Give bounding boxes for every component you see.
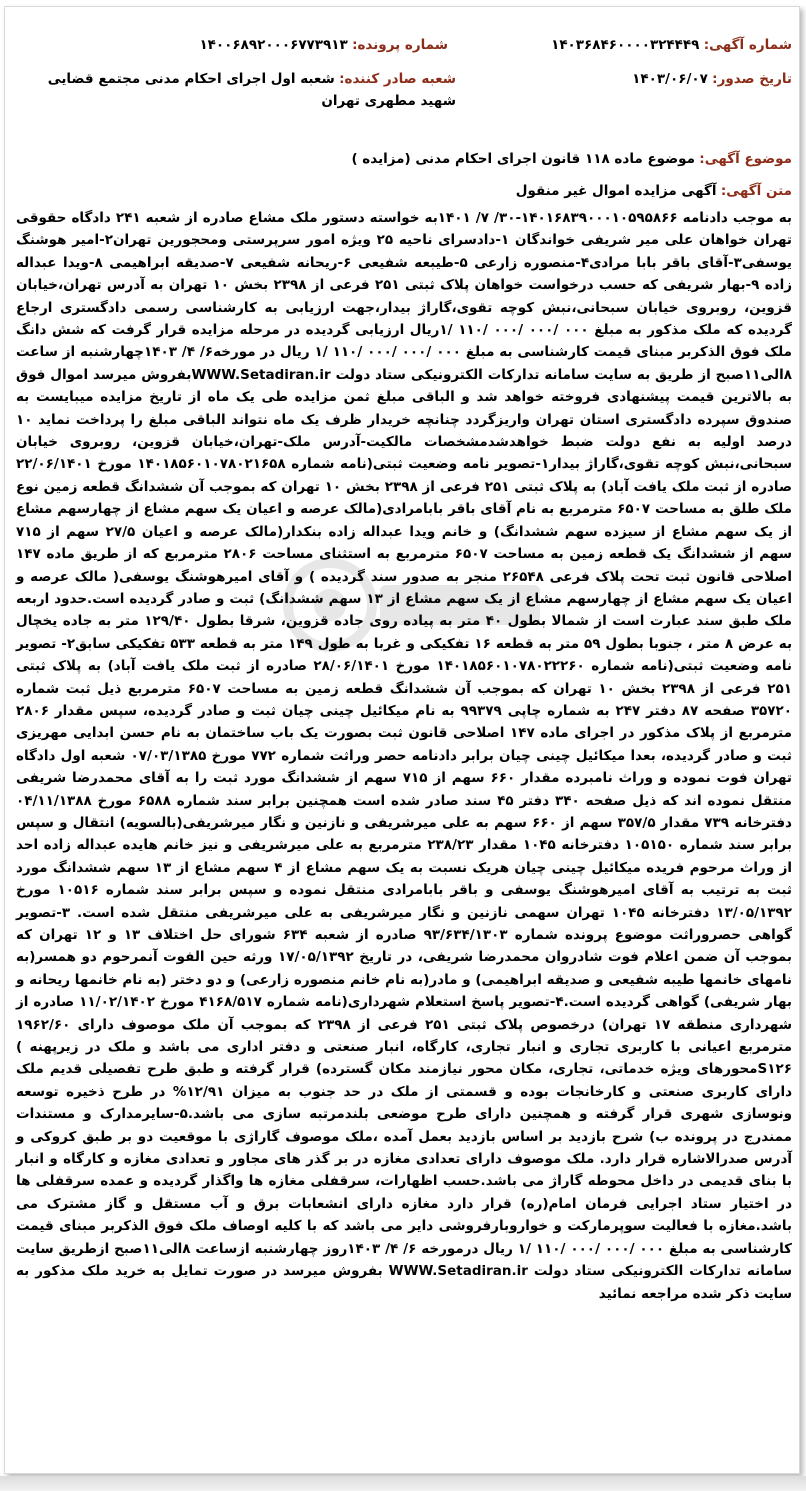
subject-label: موضوع آگهی:: [699, 151, 792, 167]
ad-number-label: شماره آگهی:: [703, 37, 792, 53]
page-bottom-shadow: [0, 1476, 806, 1491]
ad-text-label: متن آگهی:: [720, 183, 792, 199]
ad-number-value: ۱۴۰۳۶۸۴۶۰۰۰۰۳۲۴۴۴۹: [551, 37, 700, 53]
case-number-value: ۱۴۰۰۶۸۹۲۰۰۰۶۷۷۳۹۱۳: [199, 37, 348, 53]
issue-date-value: ۱۴۰۳/۰۶/۰۷: [632, 71, 708, 87]
ad-number-row: [551, 34, 792, 56]
issue-date-row: [632, 68, 792, 90]
ad-text-row: [516, 180, 792, 202]
issue-date-label: تاریخ صدور:: [712, 71, 792, 87]
ad-title: آگهی مزایده اموال غیر منقول: [515, 183, 717, 199]
subject-row: [351, 148, 792, 170]
issuer-label: شعبه صادر کننده:: [339, 71, 456, 87]
case-number-label: شماره پرونده:: [352, 37, 448, 53]
ad-body-text: به موجب دادنامه ۱۴۰۱۶۸۳۹۰۰۰۱۰۵۹۵۸۶۶-۳۰/ ۷/ ۱۴۰۱به خواسته دستور ملک مشاع صادره از شعبه ۲۴۱ دادگاه حقوقی تهران خواهان علی میر شریفی خواندگان ۱-دادسرای ناحیه ۲۵ ویژه امور سرپرستی ومحجورین تهران۲-امیر هوشنگ یوسفی۳-آقای باقر بابا مرادی۴-منصوره زارعی ۵-طیبعه شفیعی ۶-ریحانه شفیعی ۷-صدیقه ابراهیمی ۸-ویدا عبداله زاده ۹-بهار شریفی که حسب درخواست خواهان پلاک ثبتی ۲۵۱ فرعی از ۲۳۹۸ بخش ۱۰ تهران به آدرس تهران،خیابان قزوین، روبروی خیابان سبحانی،نبش کوچه تقوی،گاراژ بیدار،جهت ارزیابی به کارشناسی رسمی دادگستری ارجاع گردیده که ملک مذکور به مبلغ ۰۰۰ /۰۰۰ /۰۰۰ /۱۱۰ /۱ریال ارزیابی گردیده در مرحله مزایده قرار گرفت که شش دانگ ملک فوق الذکربر مبنای قیمت کارشناسی به مبلغ ۰۰۰ /۰۰۰ /۰۰۰ /۱۱۰ /۱ ریال در مورخه۶/ ۴/ ۱۴۰۳چهارشنبه از ساعت ۸الی۱۱صبح از طریق به سایت سامانه تدارکات الکترونیکی ستاد دولت WWW.Setadiran.irبفروش میرسد اموال فوق به بالاترین قیمت پیشنهادی فروخته خواهد شد و الباقی مبلغ ثمن مزایده طی یک ماه از تاریخ مزایده میبایست به صندوق سپرده دادگستری استان تهران واریزگردد چنانچه خریدار ظرف یک ماه نتواند الباقی مبلغ را پرداخت نماید ۱۰ درصد اولیه به نفع دولت ضبط خواهدشدمشخصات مالکیت-آدرس ملک-تهران،خیابان قزوین، روبروی خیابان سبحانی،نبش کوچه تقوی،گاراژ بیدار۱-تصویر نامه وضعیت ثبتی(نامه شماره ۱۴۰۱۸۵۶۰۱۰۷۸۰۲۱۶۵۸ مورخ ۲۲/۰۶/۱۴۰۱ صادره از ثبت ملک یافت آباد) به پلاک ثبتی ۲۵۱ فرعی از ۲۳۹۸ بخش ۱۰ تهران که بموجب آن ششدانگ قطعه زمین نوع ملک طلق به مساحت ۶۵۰۷ مترمربع به نام آقای باقر بابامرادی(مالک عرصه و اعیان یک سهم مشاع از چهارسهم مشاع از یک سهم مشاع از سیزده سهم ششدانگ) و خانم ویدا عبداله زاده بنکدار(مالک عرصه و اعیان ۲۷/۵ سهم از ۷۱۵ سهم از ششدانگ یک قطعه زمین به مساحت ۶۵۰۷ مترمربع به استثنای مساحت ۲۸۰۶ مترمربع که از طریق ماده ۱۴۷ اصلاحی قانون ثبت تحت پلاک فرعی ۲۶۵۴۸ منجر به صدور سند گردیده ) و آقای امیرهوشنگ یوسفی( مالک عرصه و اعیان یک سهم مشاع از چهارسهم مشاع از یک سهم مشاع از ۱۳ سهم ششدانگ) ثبت و صادر گردیده است.حدود اربعه ملک طبق سند عبارت است از شمالا بطول ۴۰ متر به پیاده روی جاده قزوین، شرقا بطول ۱۲۹/۴۰ متر به جاده یخچال به عرض ۸ متر ، جنوبا بطول ۵۹ متر به قطعه ۱۶ تفکیکی و غربا به طول ۱۴۹ متر به قطعه ۵۳۳ تفکیکی سابق۲- تصویر نامه وضعیت ثبتی(نامه شماره ۱۴۰۱۸۵۶۰۱۰۷۸۰۲۲۲۶۰ مورخ ۲۸/۰۶/۱۴۰۱ صادره از ثبت ملک یافت آباد) به پلاک ثبتی ۲۵۱ فرعی از ۲۳۹۸ بخش ۱۰ تهران که بموجب آن ششدانگ قطعه زمین به مساحت ۶۵۰۷ مترمربع ذیل ثبت شماره ۳۵۷۲۰ صفحه ۸۷ دفتر ۲۴۷ به شماره چاپی ۹۹۳۷۹ به نام میکائیل چینی چیان ثبت و صادر گردیده، سپس مقدار ۲۸۰۶ مترمربع از پلاک مذکور در اجرای ماده ۱۴۷ اصلاحی قانون ثبت بصورت یک باب ساختمان به نام حسن ابدایی مهریزی ثبت و صادر گردیده، بعدا میکائیل چینی چیان برابر دادنامه حصر وراثت شماره ۷۷۲ مورخ ۰۷/۰۳/۱۳۸۵ شعبه اول دادگاه تهران فوت نموده و وراث نامبرده مقدار ۶۶۰ سهم از ۷۱۵ سهم از ششدانگ مورد ثبت را به آقای محمدرضا شریفی منتقل نموده اند که ذیل صفحه ۳۴۰ دفتر ۴۵ سند صادر شده است همچنین برابر سند شماره ۶۵۸۸ مورخ ۰۴/۱۱/۱۳۸۸ دفترخانه ۷۳۹ مقدار ۳۵۷/۵ سهم از ۶۶۰ سهم به علی میرشریفی و نازنین و نگار میرشریفی(بالسویه) انتقال و سپس برابر سند شماره ۱۰۵۱۵۰ دفترخانه ۱۰۴۵ مقدار ۲۳۸/۲۳ مترمربع به علی میرشریفی و نیز خانم هایده عبداله زاده احد از وراث مرحوم فریده میکائیل چینی چیان هریک نسبت به یک سهم مشاع از ۴ سهم مشاع از ۱۳ سهم ششدانگ مورد ثبت به ترتیب به آقای امیرهوشنگ یوسفی و باقر بابامرادی منتقل نموده و سپس برابر سند شماره ۱۰۵۱۶ مورخ ۱۳/۰۵/۱۳۹۲ دفترخانه ۱۰۴۵ تهران سهمی نازنین و نگار میرشریفی به علی میرشریفی منتقل شده است. ۳-تصویر گواهی حصروراثت موضوع پرونده شماره ۹۳/۶۳۴/۱۳۰۳ صادره از شعبه ۶۳۴ شورای حل اختلاف ۱۳ و ۱۲ تهران که بموجب آن ضمن اعلام فوت شادروان محمدرضا شریفی، در تاریخ ۱۷/۰۵/۱۳۹۲ ورثه حین الفوت آنمرحوم دو همسر(به نامهای خانمها طیبه شفیعی و صدیقه ابراهیمی) و مادر(به نام خانم منصوره زارعی) و دو دختر (به نام خانمها ریحانه و بهار شریفی) گواهی گردیده است.۴-تصویر پاسخ استعلام شهرداری(نامه شماره ۴۱۶۸/۵۱۷ مورخ ۱۱/۰۲/۱۴۰۲ صادره از شهرداری منطقه ۱۷ تهران) درخصوص پلاک ثبتی ۲۵۱ فرعی از ۲۳۹۸ که بموجب آن ملک موصوف دارای ۱۹۶۲/۶۰ مترمربع اعیانی با کاربری تجاری و انبار تجاری، کارگاه، انبار صنعتی و دفتر اداری می باشد و ملک در زیرپهنه ) S۱۲۶محورهای ویژه خدماتی، تجاری، مکان محور نیازمند مکان گسترده) قرار گرفته و طبق طرح تفصیلی قدیم ملک دارای کاربری صنعتی و کارخانجات بوده و قسمتی از ملک در حد جنوب به میزان ۱۲/۹۱% در طرح ذخیره توسعه ونوسازی شهری قرار گرفته و همچنین دارای طرح موضعی بلندمرتبه سازی می باشد.۵-سایرمدارک و مستندات ممندرج در پرونده ب) شرح بازدید بر اساس بازدید بعمل آمده ،ملک موصوف گاراژی با موقعیت دو بر طبق کروکی و آدرس صدرالاشاره قرار دارد. ملک موصوف دارای تعدادی مغازه در بر گذر های مجاور و تعدادی مغازه و کارگاه و انبار با بنای قدیمی در داخل محوطه گاراژ می باشد.حسب اظهارات، سرقفلی مغازه ها واگذار گردیده و عمده سرقفلی ها در اختیار ستاد اجرایی فرمان امام(ره) قرار دارد مغازه دارای انشعابات برق و آب مستقل و گاز مشترک می باشد.مغازه با فعالیت سوپرمارکت و خواروبارفروشی دایر می باشد که با کلیه اوصاف ملک فوق الذکربر مبنای قیمت کارشناسی به مبلغ ۰۰۰ /۰۰۰ /۰۰۰ /۱۱۰ /۱ ریال درمورخه ۶/ ۴/ ۱۴۰۳روز چهارشنبه ازساعت ۸الی۱۱صبح ازطریق سایت سامانه تدارکات الکترونیکی ستاد دولت WWW.Setadiran.ir بفروش میرسد در صورت تمایل به خرید ملک مذکور به سایت ذکر شده مراجعه نمائید: [16, 210, 793, 1302]
case-number-row: [199, 34, 448, 56]
subject-value: موضوع ماده ۱۱۸ قانون اجرای احکام مدنی (مزایده ): [351, 151, 695, 167]
issuer-block: [46, 68, 456, 112]
issuer-value: شعبه اول اجرای احکام مدنی مجتمع قضایی شهید مطهری تهران: [47, 71, 456, 109]
